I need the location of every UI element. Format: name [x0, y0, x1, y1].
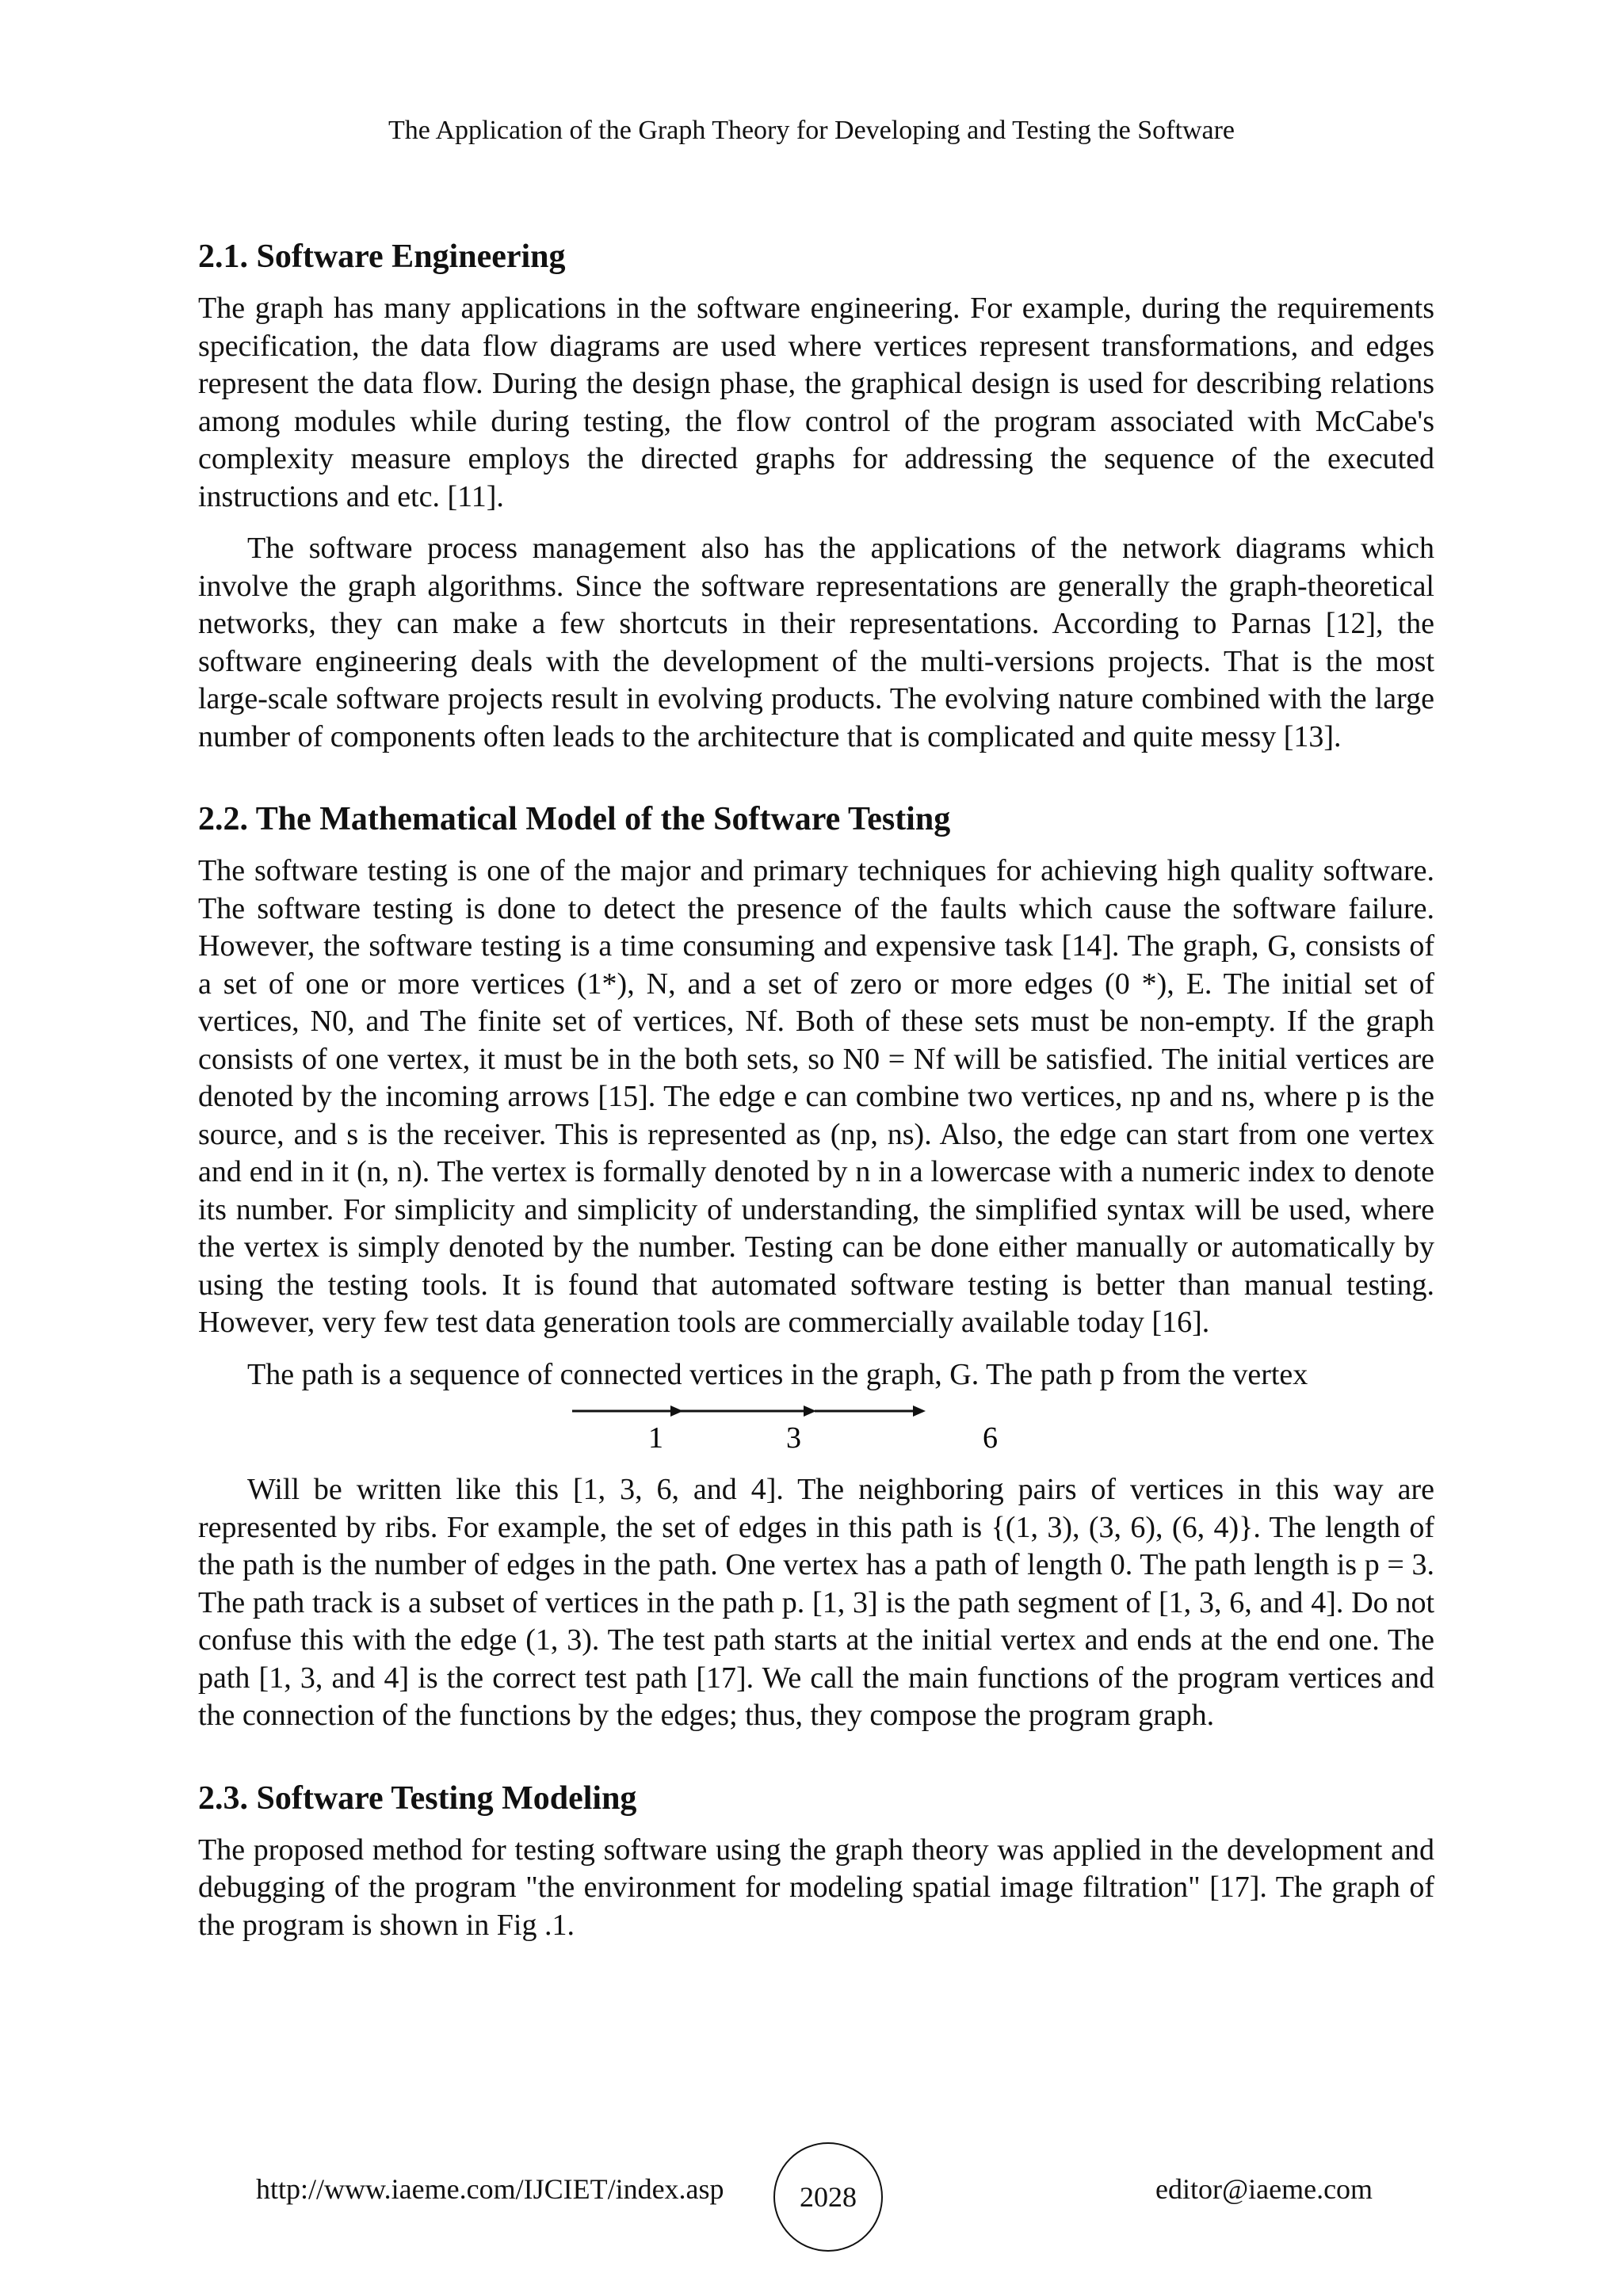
- section-heading-2-1: 2.1. Software Engineering: [198, 238, 566, 275]
- footer-url-link[interactable]: http://www.iaeme.com/IJCIET/index.asp: [256, 2173, 724, 2205]
- section-heading-2-2: 2.2. The Mathematical Model of the Software Testing: [198, 801, 951, 837]
- path-diagram: [198, 1398, 1434, 1463]
- path-arrow-1: [572, 1405, 683, 1417]
- paragraph: The path is a sequence of connected vertices in the graph, G. The path p from the vertex: [247, 1357, 1308, 1391]
- footer-email-link[interactable]: editor@iaeme.com: [1155, 2173, 1373, 2205]
- path-vertex-label: 6: [983, 1421, 998, 1455]
- path-vertex-label: 1: [648, 1421, 663, 1455]
- paragraph: Will be written like this [1, 3, 6, and 4]. The neighboring pairs of vertices in this way are represented by ribs. For example, the set of edges in this path is {(1, 3), (3, 6), (6, 4)}. The length of the path is the number of edges in the path. One vertex has a path of length 0. The path length is p = 3. The path track is a subset of vertices in the path p. [1, 3] is the path segment of [1, 3, 6, and 4]. Do not confuse this with the edge (1, 3). The test path starts at the initial vertex and ends at the end one. The path [1, 3, and 4] is the correct test path [17]. We call the main functions of the program vertices and the connection of the functions by the edges; thus, they compose the program graph.: [198, 1473, 1434, 1732]
- path-vertex-label: 3: [786, 1421, 801, 1455]
- paragraph: The software process management also has the applications of the network diagrams which involve the graph algorithms. Since the software representations are generally the graph-theoretical networks, they can make a few shortcuts in their representations. According to Parnas [12], the software engineering deals with the development of the multi-versions projects. That is the most large-scale software projects result in evolving products. The evolving nature combined with the large number of components often leads to the architecture that is complicated and quite messy [13].: [198, 532, 1434, 753]
- running-header: The Application of the Graph Theory for Developing and Testing the Software: [388, 116, 1235, 145]
- paragraph: The graph has many applications in the software engineering. For example, during the requirements specification, the data flow diagrams are used where vertices represent transformations, and edges represent the data flow. During the design phase, the graphical design is used for describing relations among modules while during testing, the flow control of the program associated with McCabe's complexity measure employs the directed graphs for addressing the sequence of the executed instructions and etc. [11].: [198, 292, 1434, 513]
- paragraph: The proposed method for testing software using the graph theory was applied in the development and debugging of the program "the environment for modeling spatial image filtration" [17]. The graph of the program is shown in Fig .1.: [198, 1833, 1434, 1942]
- section-heading-2-3: 2.3. Software Testing Modeling: [198, 1779, 637, 1817]
- page-number-badge: [773, 2142, 883, 2252]
- path-arrow-3: [815, 1405, 926, 1417]
- page-content: [198, 235, 1434, 1944]
- path-arrow-2: [677, 1405, 816, 1417]
- paragraph: The software testing is one of the major and primary techniques for achieving high quality software. The software testing is done to detect the presence of the faults which cause the software failure. However, the software testing is a time consuming and expensive task [14]. The graph, G, consists of a set of one or more vertices (1*), N, and a set of zero or more edges (0 *), E. The initial set of vertices, N0, and The finite set of vertices, Nf. Both of these sets must be non-empty. If the graph consists of one vertex, it must be in the both sets, so N0 = Nf will be satisfied. The initial vertices are denoted by the incoming arrows [15]. The edge e can combine two vertices, np and ns, where p is the source, and s is the receiver. This is represented as (np, ns). Also, the edge can start from one vertex and end in it (n, n). The vertex is formally denoted by n in a lowercase with a numeric index to denote its number. For simplicity and simplicity of understanding, the simplified syntax will be used, where the vertex is simply denoted by the number. Testing can be done either manually or automatically by using the testing tools. It is found that automated software testing is better than manual testing. However, very few test data generation tools are commercially available today [16].: [198, 854, 1434, 1339]
- page-footer: [0, 2139, 1623, 2258]
- page-number: 2028: [800, 2181, 857, 2213]
- path-diagram-svg: [198, 1398, 1434, 1463]
